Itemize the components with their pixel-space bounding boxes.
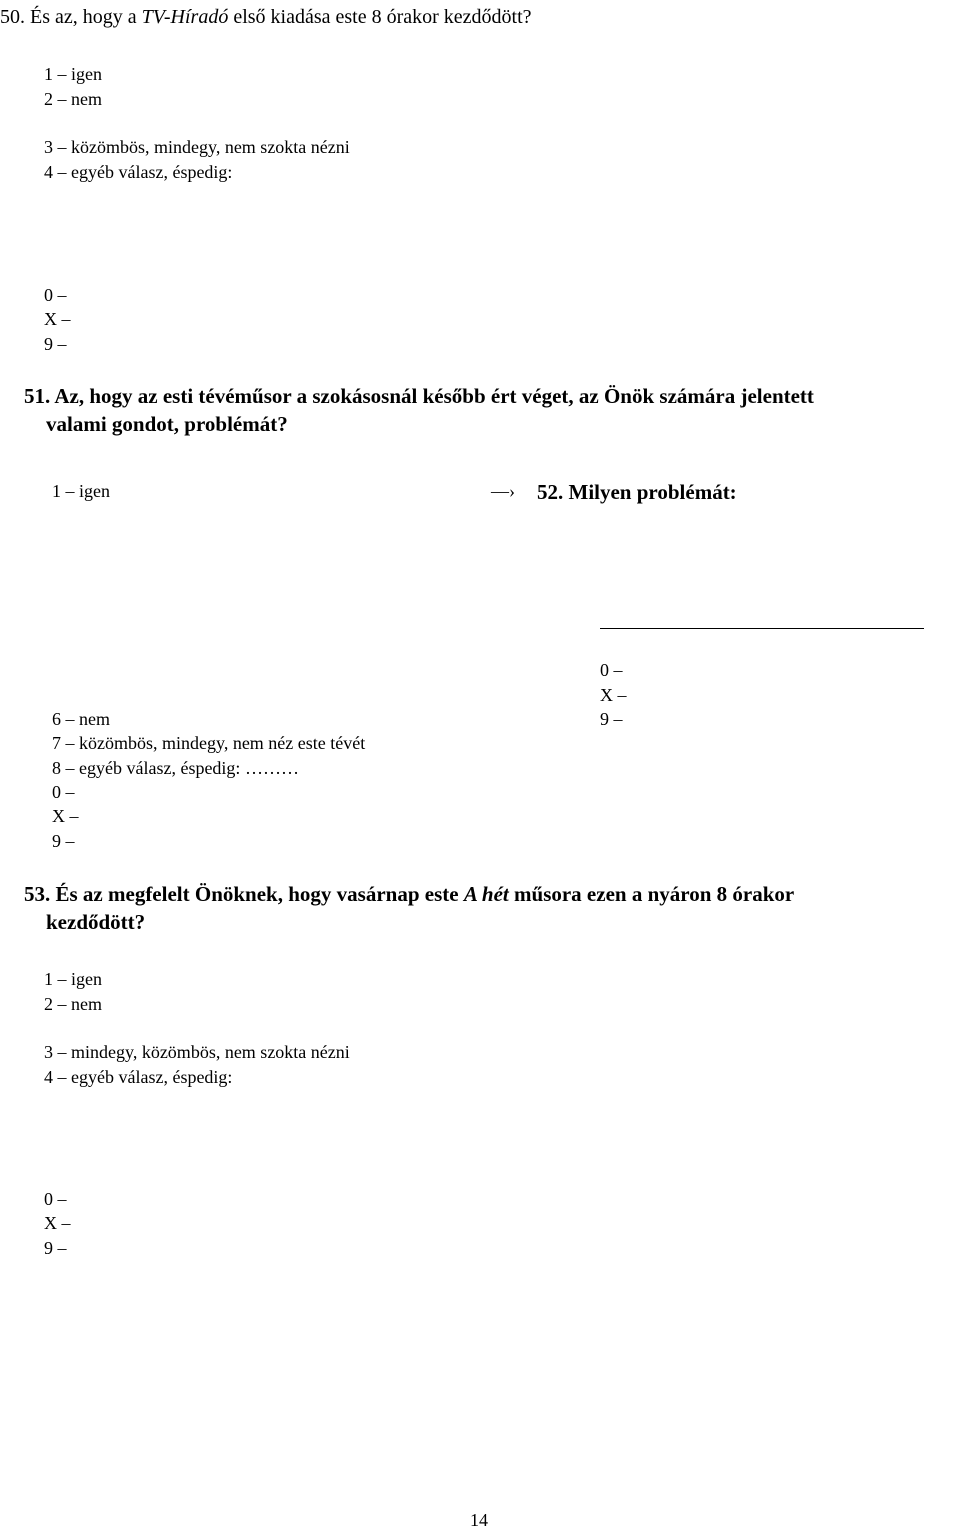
question-50-text-pre: És az, hogy a — [30, 6, 137, 28]
question-50-text-post: első kiadása este 8 órakor kezdődött? — [233, 6, 532, 28]
q51-code-x[interactable]: X – — [52, 806, 79, 826]
question-53-title-cont: kezdődött? — [46, 910, 146, 934]
question-52-title: 52. Milyen problémát: — [537, 480, 737, 504]
q52-code-x[interactable]: X – — [600, 685, 627, 705]
question-53-program-name: A hét — [463, 882, 509, 906]
question-51-title-cont: valami gondot, problémát? — [46, 412, 288, 436]
q53-code-x[interactable]: X – — [44, 1213, 71, 1233]
answer-line[interactable] — [600, 628, 924, 629]
question-53-number: 53. — [24, 882, 51, 906]
q50-code-0[interactable]: 0 – — [44, 285, 67, 305]
q52-code-9[interactable]: 9 – — [600, 709, 623, 729]
q51-option-8[interactable]: 8 – egyéb válasz, éspedig: ……… — [52, 758, 299, 778]
q53-option-3[interactable]: 3 – mindegy, közömbös, nem szokta nézni — [44, 1042, 350, 1062]
q50-code-9[interactable]: 9 – — [44, 334, 67, 354]
q53-code-9[interactable]: 9 – — [44, 1238, 67, 1258]
q51-option-6[interactable]: 6 – nem — [52, 709, 110, 729]
q51-code-0[interactable]: 0 – — [52, 782, 75, 802]
question-53-text-pre: És az megfelelt Önöknek, hogy vasárnap este — [55, 882, 459, 906]
q51-option-yes[interactable]: 1 – igen — [52, 481, 110, 501]
q50-code-x[interactable]: X – — [44, 309, 71, 329]
q50-option-2[interactable]: 2 – nem — [44, 89, 102, 109]
q52-code-0[interactable]: 0 – — [600, 660, 623, 680]
q50-option-1[interactable]: 1 – igen — [44, 64, 102, 84]
q50-option-3[interactable]: 3 – közömbös, mindegy, nem szokta nézni — [44, 137, 350, 157]
q53-option-1[interactable]: 1 – igen — [44, 969, 102, 989]
arrow-icon: —› — [491, 481, 515, 501]
q53-option-4[interactable]: 4 – egyéb válasz, éspedig: — [44, 1067, 233, 1087]
question-50-title — [0, 6, 532, 29]
question-50-number: 50. — [0, 6, 25, 28]
question-51-title: 51. Az, hogy az esti tévéműsor a szokásosnál később ért véget, az Önök számára jelentett — [24, 384, 814, 408]
q51-option-7[interactable]: 7 – közömbös, mindegy, nem néz este tévét — [52, 733, 366, 753]
question-53-text-post: műsora ezen a nyáron 8 órakor — [514, 882, 795, 906]
question-53-title — [24, 882, 794, 906]
question-50-program-name: TV-Híradó — [141, 6, 229, 28]
q53-option-2[interactable]: 2 – nem — [44, 994, 102, 1014]
q53-code-0[interactable]: 0 – — [44, 1189, 67, 1209]
q51-code-9[interactable]: 9 – — [52, 831, 75, 851]
page-number: 14 — [470, 1510, 488, 1530]
q50-option-4[interactable]: 4 – egyéb válasz, éspedig: — [44, 162, 233, 182]
